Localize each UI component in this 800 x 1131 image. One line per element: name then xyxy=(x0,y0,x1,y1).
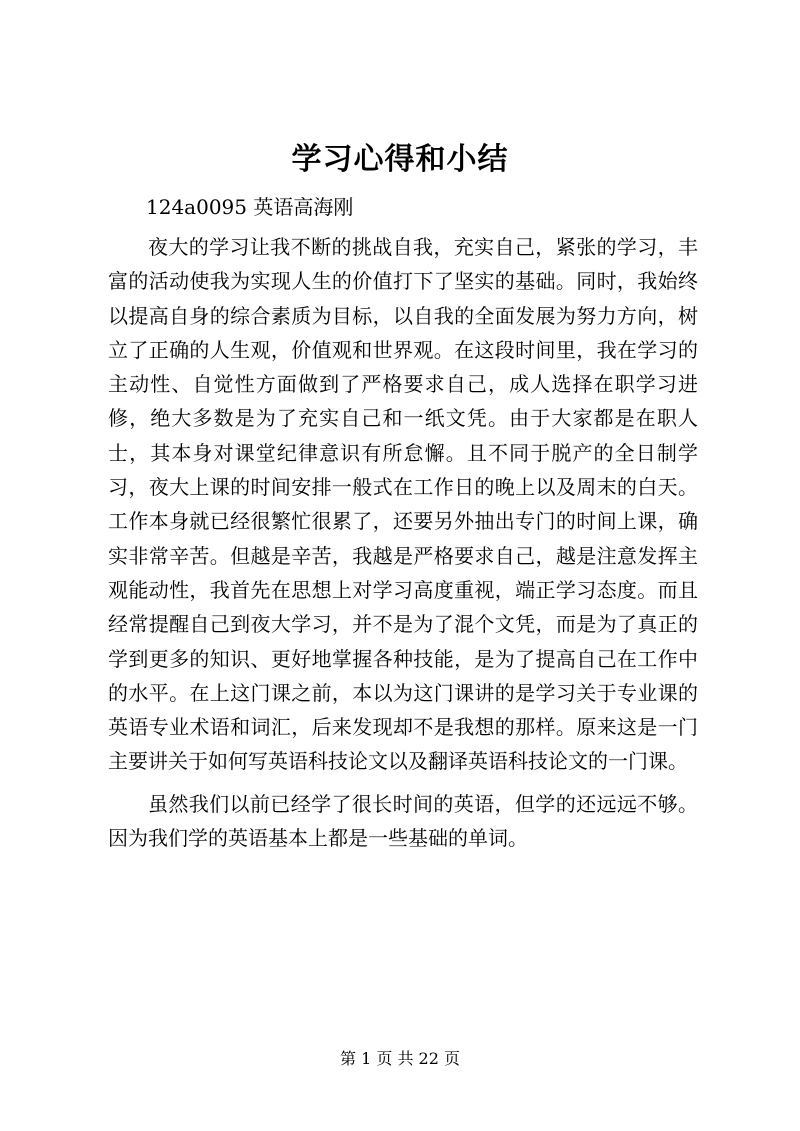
document-title: 学习心得和小结 xyxy=(291,142,509,177)
page-number: 第 1 页 共 22 页 xyxy=(340,1049,460,1068)
document-body xyxy=(108,230,698,855)
paragraph-1: 夜大的学习让我不断的挑战自我，充实自己，紧张的学习，丰富的活动使我为实现人生的价值打下了坚实的基础。同时，我始终以提高自身的综合素质为目标，以自我的全面发展为努力方向，树立了正确的人生观，价值观和世界观。在这段时间里，我在学习的主动性、自觉性方面做到了严格要求自己，成人选择在职学习进修，绝大多数是为了充实自己和一纸文凭。由于大家都是在职人士，其本身对课堂纪律意识有所怠懈。且不同于脱产的全日制学习，夜大上课的时间安排一般式在工作日的晚上以及周末的白天。工作本身就已经很繁忙很累了，还要另外抽出专门的时间上课，确实非常辛苦。但越是辛苦，我越是严格要求自己，越是注意发挥主观能动性，我首先在思想上对学习高度重视，端正学习态度。而且经常提醒自己到夜大学习，并不是为了混个文凭，而是为了真正的学到更多的知识、更好地掌握各种技能，是为了提高自己在工作中的水平。在上这门课之前，本以为这门课讲的是学习关于专业课的英语专业术语和词汇，后来发现却不是我想的那样。原来这是一门主要讲关于如何写英语科技论文以及翻译英语科技论文的一门课。 xyxy=(108,235,698,774)
author-line: 124a0095 英语高海刚 xyxy=(146,195,354,219)
paragraph-2: 虽然我们以前已经学了很长时间的英语，但学的还远远不够。因为我们学的英语基本上都是一些基础的单词。 xyxy=(108,791,698,851)
